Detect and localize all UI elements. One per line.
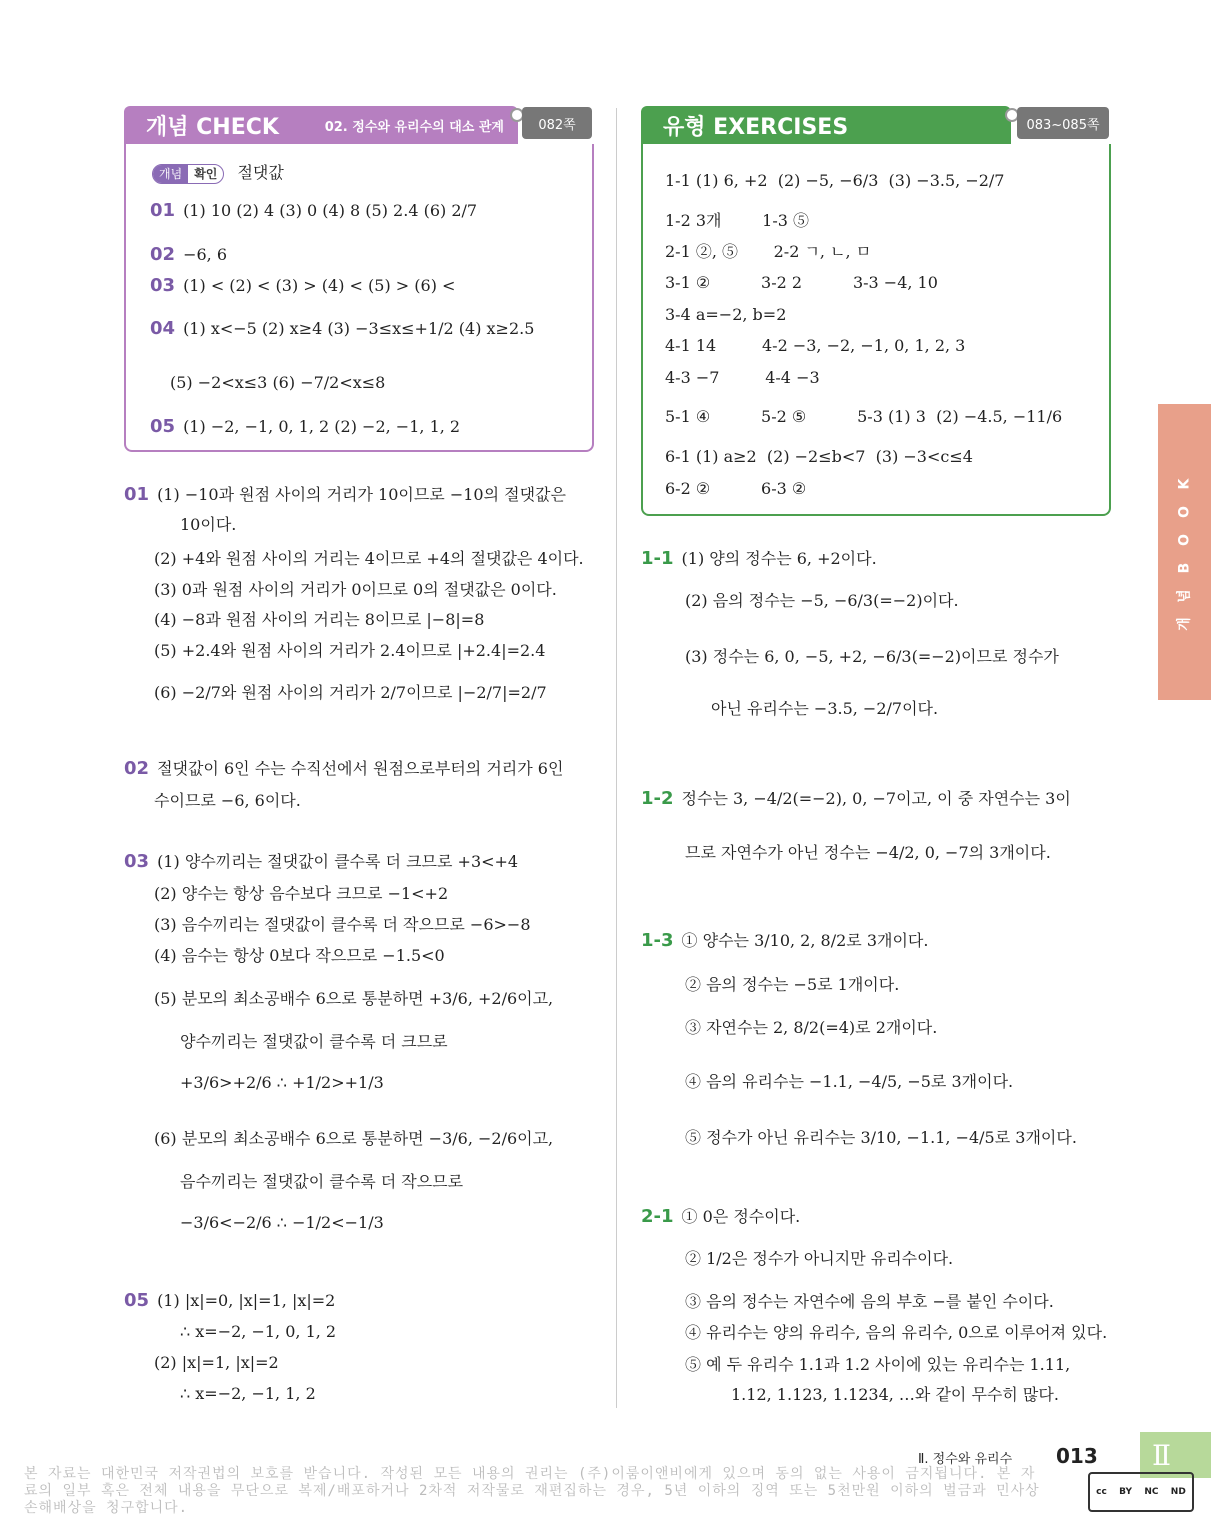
line-text: (1) |x|=0, |x|=1, |x|=2 — [157, 1291, 336, 1310]
text-line — [641, 590, 959, 612]
line-text: (1) 양수끼리는 절댓값이 클수록 더 크므로 +3<+4 — [157, 852, 519, 871]
problem-number: 02 — [150, 244, 176, 265]
problem-number: 02 — [124, 758, 150, 779]
text-line — [124, 1031, 448, 1053]
line-text: 정수는 3, −4/2(=−2), 0, −7이고, 이 중 자연수는 3이 — [681, 789, 1071, 808]
problem-number: 05 — [150, 416, 176, 437]
answer-row: 3-4 a=−2, b=2 — [665, 305, 787, 324]
line-text: ∴ x=−2, −1, 1, 2 — [180, 1384, 316, 1403]
text-line — [124, 988, 553, 1010]
text-line — [641, 930, 928, 952]
line-text: (1) x<−5 (2) x≥4 (3) −3≤x≤+1/2 (4) x≥2.5 — [183, 319, 535, 338]
text-line — [641, 788, 1071, 810]
line-text: ④ 유리수는 양의 유리수, 음의 유리수, 0으로 이루어져 있다. — [685, 1323, 1108, 1342]
answer-row: 1-2 3개 1-3 ⑤ — [665, 211, 810, 230]
text-line — [150, 200, 477, 222]
line-text: (1) < (2) < (3) > (4) < (5) > (6) < — [183, 276, 456, 295]
footer-chapter: Ⅱ. 정수와 유리수 — [918, 1452, 1013, 1467]
text-line — [641, 1248, 953, 1270]
problem-number: 03 — [150, 275, 176, 296]
line-text: (6) 분모의 최소공배수 6으로 통분하면 −3/6, −2/6이고, — [154, 1129, 554, 1148]
text-line — [124, 883, 448, 905]
concept-check-title: 개념 CHECK — [146, 114, 279, 140]
page-ref-left: 082쪽 — [522, 107, 592, 139]
text-line — [124, 790, 301, 812]
line-text: (3) 0과 원점 사이의 거리가 0이므로 0의 절댓값은 0이다. — [154, 580, 557, 599]
text-line — [124, 640, 545, 662]
concept-check-subtitle: 02. 정수와 유리수의 대소 관계 — [324, 119, 504, 135]
text-line — [641, 1291, 1054, 1313]
text-line — [124, 1072, 384, 1094]
text-line — [641, 1384, 1059, 1406]
line-text: (6) −2/7와 원점 사이의 거리가 2/7이므로 |−2/7|=2/7 — [154, 683, 547, 702]
line-text: 10이다. — [180, 515, 237, 534]
problem-number: 1-2 — [641, 788, 674, 809]
cc-icon: cc — [1096, 1487, 1107, 1497]
line-text: (5) +2.4와 원점 사이의 거리가 2.4이므로 |+2.4|=2.4 — [154, 641, 546, 660]
copyright-notice: 본 자료는 대한민국 저작권법의 보호를 받습니다. 작성된 모든 내용의 권리는 (주)이룸이앤비에게 있으며 동의 없는 사용이 금지됩니다. 본 자료의 일부 혹은 전체 내용을 무단으로 복제/배포하거나 2차적 저작물로 재편집하는 경우, 5년 이하의 징역 또는 5천만원 이하의 벌금과 민사상 손해배상을 청구합니다. — [24, 1466, 1040, 1516]
answer-row: 6-2 ② 6-3 ② — [665, 479, 807, 498]
text-line — [124, 548, 584, 570]
text-line — [641, 1071, 1013, 1093]
line-text: (2) +4와 원점 사이의 거리는 4이므로 +4의 절댓값은 4이다. — [154, 549, 584, 568]
text-line — [124, 514, 236, 536]
line-text: −6, 6 — [183, 245, 227, 264]
text-line — [124, 914, 531, 936]
exercises-header — [641, 106, 1011, 144]
line-text: −3/6<−2/6 ∴ −1/2<−1/3 — [180, 1213, 384, 1232]
by-label: BY — [1119, 1487, 1133, 1497]
text-line — [124, 851, 518, 873]
text-line — [124, 1171, 463, 1193]
line-text: 아닌 유리수는 −3.5, −2/7이다. — [711, 699, 939, 718]
nc-label: NC — [1144, 1487, 1159, 1497]
text-line — [641, 1354, 1070, 1376]
text-line — [124, 1352, 279, 1374]
concept-badge: 개념 확인 — [152, 164, 224, 184]
answer-row: 5-1 ④ 5-2 ⑤ 5-3 (1) 3 (2) −4.5, −11/6 — [665, 407, 1063, 426]
line-text: (1) 10 (2) 4 (3) 0 (4) 8 (5) 2.4 (6) 2/7 — [183, 201, 478, 220]
page-ref-right: 083~085쪽 — [1017, 107, 1109, 139]
page-number: 013 — [1056, 1444, 1098, 1468]
text-line — [124, 484, 566, 506]
text-line — [641, 698, 938, 720]
text-line — [124, 1321, 336, 1343]
line-text: (5) −2<x≤3 (6) −7/2<x≤8 — [170, 373, 386, 392]
line-text: (4) 음수는 항상 0보다 작으므로 −1.5<0 — [154, 946, 445, 965]
problem-number: 1-3 — [641, 930, 674, 951]
line-text: ⑤ 예 두 유리수 1.1과 1.2 사이에 있는 유리수는 1.11, — [685, 1355, 1071, 1374]
line-text: ∴ x=−2, −1, 0, 1, 2 — [180, 1322, 337, 1341]
problem-number: 01 — [150, 200, 176, 221]
answer-row: 4-1 14 4-2 −3, −2, −1, 0, 1, 2, 3 — [665, 336, 966, 355]
text-line — [150, 372, 385, 394]
problem-number: 05 — [124, 1290, 150, 1311]
line-text: (3) 음수끼리는 절댓값이 클수록 더 작으므로 −6>−8 — [154, 915, 531, 934]
text-line — [150, 318, 534, 340]
line-text: ③ 음의 정수는 자연수에 음의 부호 −를 붙인 수이다. — [685, 1292, 1054, 1311]
text-line — [124, 682, 547, 704]
line-text: (1) 양의 정수는 6, +2이다. — [681, 549, 877, 568]
text-line — [124, 1212, 384, 1234]
text-line — [641, 646, 1059, 668]
problem-number: 01 — [124, 484, 150, 505]
text-line — [150, 275, 455, 297]
text-line — [150, 244, 227, 266]
line-text: (1) −2, −1, 0, 1, 2 (2) −2, −1, 1, 2 — [183, 417, 461, 436]
line-text: (3) 정수는 6, 0, −5, +2, −6/3(=−2)이므로 정수가 — [685, 647, 1059, 666]
problem-number: 2-1 — [641, 1206, 674, 1227]
text-line — [641, 1206, 800, 1228]
problem-number: 1-1 — [641, 548, 674, 569]
text-line — [124, 945, 445, 967]
line-text: 수이므로 −6, 6이다. — [154, 791, 301, 810]
exercises-title: 유형 EXERCISES — [663, 114, 849, 140]
answer-row: 2-1 ②, ⑤ 2-2 ㄱ, ㄴ, ㅁ — [665, 242, 872, 261]
concept-topic-row — [152, 162, 284, 184]
line-text: (2) 음의 정수는 −5, −6/3(=−2)이다. — [685, 591, 959, 610]
text-line — [124, 1383, 316, 1405]
text-line — [124, 579, 557, 601]
column-divider — [616, 108, 617, 1408]
line-text: 1.12, 1.123, 1.1234, …와 같이 무수히 많다. — [731, 1385, 1059, 1404]
line-text: ③ 자연수는 2, 8/2(=4)로 2개이다. — [685, 1018, 938, 1037]
line-text: +3/6>+2/6 ∴ +1/2>+1/3 — [180, 1073, 384, 1092]
text-line — [641, 842, 1051, 864]
answer-row: 4-3 −7 4-4 −3 — [665, 368, 820, 387]
text-line — [150, 416, 460, 438]
concept-check-header — [124, 106, 518, 144]
text-line — [124, 758, 563, 780]
line-text: ② 음의 정수는 −5로 1개이다. — [685, 975, 900, 994]
chapter-tab: Ⅱ — [1140, 1432, 1211, 1478]
problem-number: 03 — [124, 851, 150, 872]
text-line — [641, 1017, 937, 1039]
line-text: 음수끼리는 절댓값이 클수록 더 작으므로 — [180, 1172, 464, 1191]
answer-row: 6-1 (1) a≥2 (2) −2≤b<7 (3) −3<c≤4 — [665, 447, 973, 466]
text-line — [641, 548, 877, 570]
text-line — [124, 1128, 553, 1150]
line-text: ⑤ 정수가 아닌 유리수는 3/10, −1.1, −4/5로 3개이다. — [685, 1128, 1077, 1147]
line-text: (2) |x|=1, |x|=2 — [154, 1353, 279, 1372]
concept-box — [124, 144, 594, 452]
text-line — [124, 1290, 335, 1312]
line-text: ① 양수는 3/10, 2, 8/2로 3개이다. — [681, 931, 929, 950]
concept-topic: 절댓값 — [237, 163, 284, 182]
problem-number: 04 — [150, 318, 176, 339]
line-text: 절댓값이 6인 수는 수직선에서 원점으로부터의 거리가 6인 — [157, 759, 564, 778]
line-text: (2) 양수는 항상 음수보다 크므로 −1<+2 — [154, 884, 449, 903]
line-text: ① 0은 정수이다. — [681, 1207, 801, 1226]
cc-license-badge — [1088, 1472, 1194, 1512]
side-tab-text: K O O B 념 개 — [1176, 478, 1193, 631]
answer-row: 1-1 (1) 6, +2 (2) −5, −6/3 (3) −3.5, −2/7 — [665, 171, 1005, 190]
line-text: (4) −8과 원점 사이의 거리는 8이므로 |−8|=8 — [154, 610, 485, 629]
line-text: (5) 분모의 최소공배수 6으로 통분하면 +3/6, +2/6이고, — [154, 989, 554, 1008]
text-line — [641, 974, 899, 996]
text-line — [124, 609, 484, 631]
text-line — [641, 1127, 1077, 1149]
line-text: ④ 음의 유리수는 −1.1, −4/5, −5로 3개이다. — [685, 1072, 1014, 1091]
line-text: 므로 자연수가 아닌 정수는 −4/2, 0, −7의 3개이다. — [685, 843, 1051, 862]
line-text: 양수끼리는 절댓값이 클수록 더 크므로 — [180, 1032, 448, 1051]
line-text: ② 1/2은 정수가 아니지만 유리수이다. — [685, 1249, 954, 1268]
nd-label: ND — [1170, 1487, 1186, 1497]
text-line — [641, 1322, 1107, 1344]
answer-row: 3-1 ② 3-2 2 3-3 −4, 10 — [665, 273, 938, 292]
line-text: (1) −10과 원점 사이의 거리가 10이므로 −10의 절댓값은 — [157, 485, 566, 504]
